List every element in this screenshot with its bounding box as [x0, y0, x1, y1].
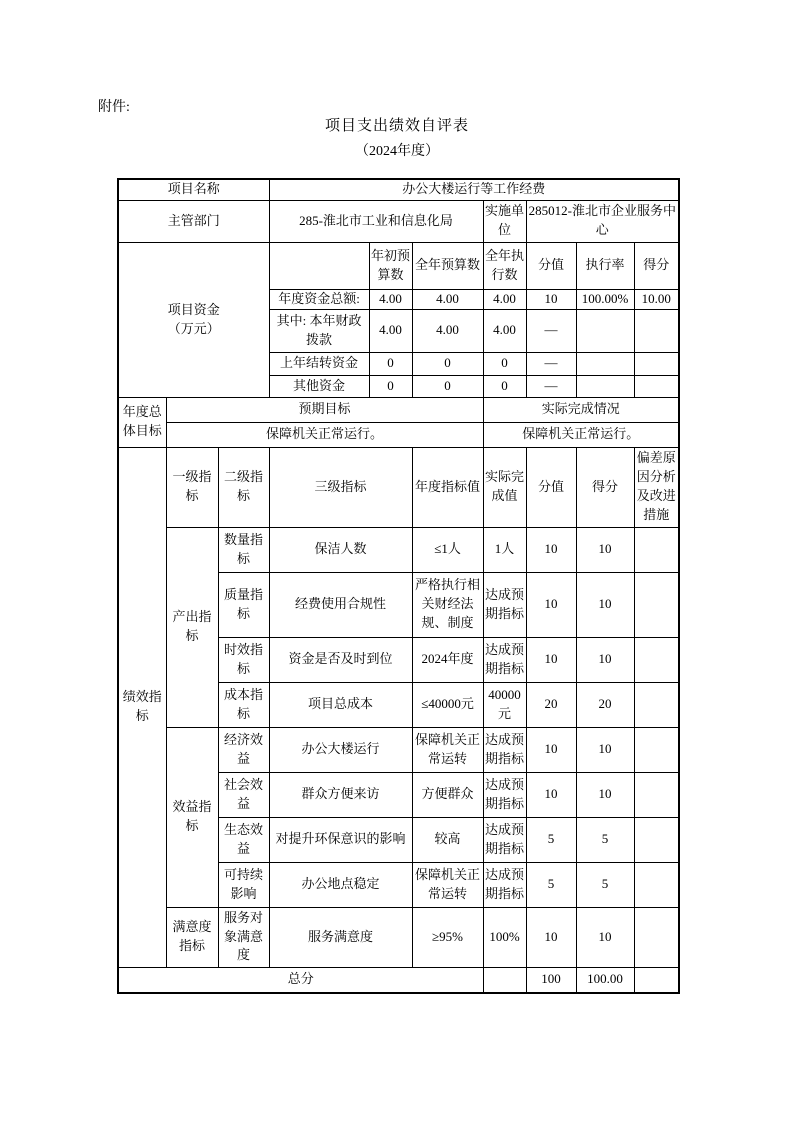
score-value-cell: 5 — [526, 817, 576, 862]
funds-row-executed: 0 — [483, 352, 526, 375]
level2-cell: 可持续影响 — [218, 862, 269, 907]
row-department — [118, 200, 679, 242]
score-value-cell: 10 — [526, 727, 576, 772]
level3-cell: 资金是否及时到位 — [269, 637, 412, 682]
actual-cell: 100% — [483, 907, 526, 967]
deviation-cell — [634, 817, 679, 862]
level2-cell: 成本指标 — [218, 682, 269, 727]
target-cell: 严格执行相关财经法规、制度 — [412, 572, 483, 637]
level1-output: 产出指标 — [166, 527, 218, 727]
funds-header-blank — [269, 242, 369, 289]
actual-cell: 达成预期指标 — [483, 772, 526, 817]
deviation-cell — [634, 682, 679, 727]
target-cell: 保障机关正常运转 — [412, 727, 483, 772]
row-project-name — [118, 179, 679, 200]
attachment-label: 附件: — [98, 100, 130, 115]
level3-cell: 办公大楼运行 — [269, 727, 412, 772]
target-cell: 较高 — [412, 817, 483, 862]
level3-cell: 项目总成本 — [269, 682, 412, 727]
funds-row-score: 10.00 — [634, 289, 679, 309]
row-total — [118, 967, 679, 993]
funds-row-name: 上年结转资金 — [269, 352, 369, 375]
funds-row-initial: 0 — [369, 375, 412, 397]
header-level2: 二级指标 — [218, 447, 269, 527]
actual-cell: 达成预期指标 — [483, 817, 526, 862]
score-cell: 10 — [576, 527, 634, 572]
indicator-row — [118, 727, 679, 772]
indicator-row — [118, 907, 679, 967]
score-cell: 10 — [576, 772, 634, 817]
department-label: 主管部门 — [118, 200, 269, 242]
funds-row-score — [634, 309, 679, 352]
funds-row-score-value: — — [526, 352, 576, 375]
project-name-value: 办公大楼运行等工作经费 — [269, 179, 679, 200]
funds-row-initial: 4.00 — [369, 309, 412, 352]
level2-cell: 社会效益 — [218, 772, 269, 817]
funds-row-initial: 0 — [369, 352, 412, 375]
funds-header-executed: 全年执行数 — [483, 242, 526, 289]
score-cell: 10 — [576, 727, 634, 772]
score-cell: 10 — [576, 637, 634, 682]
funds-row-annual: 0 — [412, 375, 483, 397]
funds-row-score-value: 10 — [526, 289, 576, 309]
funds-header-execution-rate: 执行率 — [576, 242, 634, 289]
funds-row-score-value: — — [526, 375, 576, 397]
page-subtitle: （2024年度） — [355, 144, 439, 159]
funds-header-score-value: 分值 — [526, 242, 576, 289]
total-score-value: 100 — [526, 967, 576, 993]
target-cell: 方便群众 — [412, 772, 483, 817]
indicators-label: 绩效指标 — [118, 447, 166, 967]
funds-row-annual: 4.00 — [412, 289, 483, 309]
level2-cell: 经济效益 — [218, 727, 269, 772]
level3-cell: 对提升环保意识的影响 — [269, 817, 412, 862]
header-target: 年度指标值 — [412, 447, 483, 527]
funds-row-executed: 4.00 — [483, 309, 526, 352]
deviation-cell — [634, 572, 679, 637]
actual-cell: 达成预期指标 — [483, 727, 526, 772]
score-cell: 5 — [576, 862, 634, 907]
expected-goal-value: 保障机关正常运行。 — [166, 422, 483, 447]
funds-label-line1: 项目资金 — [167, 301, 220, 317]
score-value-cell: 10 — [526, 907, 576, 967]
header-level3: 三级指标 — [269, 447, 412, 527]
department-value: 285-淮北市工业和信息化局 — [269, 200, 483, 242]
score-value-cell: 10 — [526, 572, 576, 637]
actual-completion-header: 实际完成情况 — [483, 397, 679, 422]
level3-cell: 保洁人数 — [269, 527, 412, 572]
score-value-cell: 10 — [526, 637, 576, 682]
total-label: 总分 — [118, 967, 483, 993]
score-value-cell: 20 — [526, 682, 576, 727]
funds-row-executed: 0 — [483, 375, 526, 397]
header-actual: 实际完成值 — [483, 447, 526, 527]
target-cell: ≤40000元 — [412, 682, 483, 727]
level2-cell: 质量指标 — [218, 572, 269, 637]
level3-cell: 经费使用合规性 — [269, 572, 412, 637]
self-evaluation-table — [117, 178, 680, 994]
row-annual-goal-header — [118, 397, 679, 422]
target-cell: ≥95% — [412, 907, 483, 967]
target-cell: 2024年度 — [412, 637, 483, 682]
project-name-label: 项目名称 — [118, 179, 269, 200]
actual-cell: 达成预期指标 — [483, 572, 526, 637]
funds-row-execution-rate — [576, 309, 634, 352]
funds-row-score — [634, 375, 679, 397]
level2-cell: 数量指标 — [218, 527, 269, 572]
score-cell: 5 — [576, 817, 634, 862]
level3-cell: 群众方便来访 — [269, 772, 412, 817]
funds-header-initial: 年初预算数 — [369, 242, 412, 289]
funds-row-annual: 4.00 — [412, 309, 483, 352]
header-score: 得分 — [576, 447, 634, 527]
header-deviation: 偏差原因分析及改进措施 — [634, 447, 679, 527]
row-funds-header — [118, 242, 679, 289]
level2-cell: 生态效益 — [218, 817, 269, 862]
page-title: 项目支出绩效自评表 — [324, 118, 469, 134]
funds-row-score — [634, 352, 679, 375]
total-score: 100.00 — [576, 967, 634, 993]
header-score-value: 分值 — [526, 447, 576, 527]
funds-row-initial: 4.00 — [369, 289, 412, 309]
level1-satisfaction: 满意度指标 — [166, 907, 218, 967]
level3-cell: 服务满意度 — [269, 907, 412, 967]
actual-cell: 40000元 — [483, 682, 526, 727]
level2-cell: 服务对象满意度 — [218, 907, 269, 967]
actual-cell: 1人 — [483, 527, 526, 572]
funds-row-score-value: — — [526, 309, 576, 352]
score-value-cell: 5 — [526, 862, 576, 907]
score-value-cell: 10 — [526, 527, 576, 572]
score-cell: 20 — [576, 682, 634, 727]
deviation-cell — [634, 772, 679, 817]
funds-row-name: 其他资金 — [269, 375, 369, 397]
funds-row-name: 年度资金总额: — [269, 289, 369, 309]
annual-goal-label: 年度总体目标 — [118, 397, 166, 447]
funds-label — [118, 242, 269, 397]
row-annual-goal-values — [118, 422, 679, 447]
indicator-row — [118, 527, 679, 572]
funds-row-execution-rate: 100.00% — [576, 289, 634, 309]
score-cell: 10 — [576, 907, 634, 967]
actual-cell: 达成预期指标 — [483, 862, 526, 907]
row-indicators-header — [118, 447, 679, 527]
target-cell: ≤1人 — [412, 527, 483, 572]
deviation-cell — [634, 527, 679, 572]
funds-header-score: 得分 — [634, 242, 679, 289]
funds-row-executed: 4.00 — [483, 289, 526, 309]
deviation-cell — [634, 862, 679, 907]
target-cell: 保障机关正常运转 — [412, 862, 483, 907]
funds-label-line2: （万元） — [167, 320, 220, 336]
header-level1: 一级指标 — [166, 447, 218, 527]
funds-row-execution-rate — [576, 352, 634, 375]
deviation-cell — [634, 727, 679, 772]
score-value-cell: 10 — [526, 772, 576, 817]
funds-header-annual: 全年预算数 — [412, 242, 483, 289]
level1-benefit: 效益指标 — [166, 727, 218, 907]
funds-row-name: 其中: 本年财政拨款 — [269, 309, 369, 352]
actual-cell: 达成预期指标 — [483, 637, 526, 682]
deviation-cell — [634, 637, 679, 682]
impl-unit-label: 实施单位 — [483, 200, 526, 242]
expected-goal-header: 预期目标 — [166, 397, 483, 422]
actual-completion-value: 保障机关正常运行。 — [483, 422, 679, 447]
deviation-cell — [634, 907, 679, 967]
funds-row-annual: 0 — [412, 352, 483, 375]
level3-cell: 办公地点稳定 — [269, 862, 412, 907]
impl-unit-value: 285012-淮北市企业服务中心 — [526, 200, 679, 242]
total-deviation — [634, 967, 679, 993]
total-actual — [483, 967, 526, 993]
score-cell: 10 — [576, 572, 634, 637]
level2-cell: 时效指标 — [218, 637, 269, 682]
funds-row-execution-rate — [576, 375, 634, 397]
